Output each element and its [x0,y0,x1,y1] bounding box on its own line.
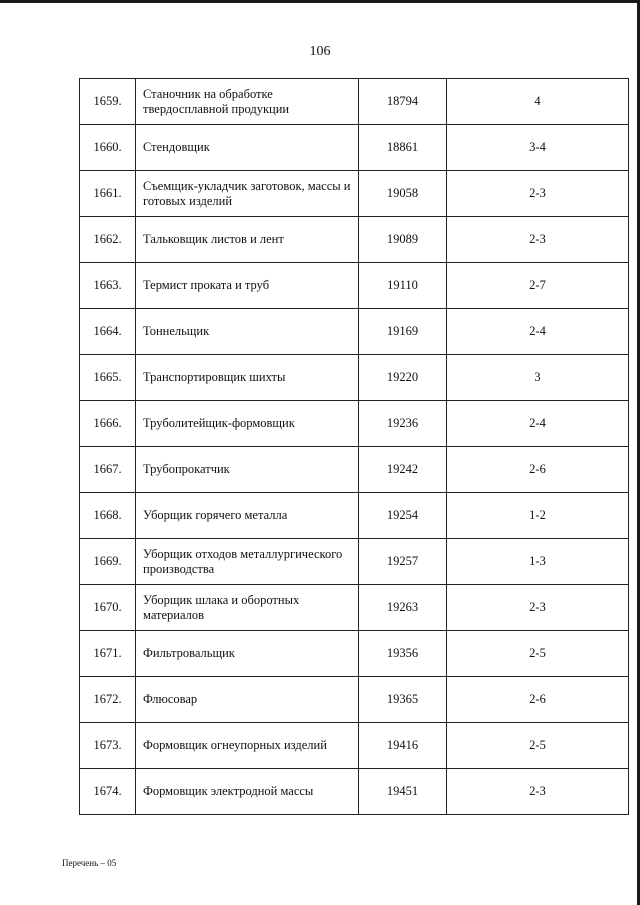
row-profession: Тоннельщик [136,309,359,355]
table-row [80,355,629,401]
row-number: 1665. [80,355,136,401]
row-code: 19254 [359,493,447,539]
row-grade: 2-4 [447,401,629,447]
table-row [80,171,629,217]
table-row [80,447,629,493]
row-grade: 2-3 [447,217,629,263]
footer-note: Перечень – 05 [62,858,117,868]
profession-table [79,78,629,815]
row-number: 1674. [80,769,136,815]
row-grade: 2-4 [447,309,629,355]
page-number: 106 [309,44,331,59]
row-number: 1662. [80,217,136,263]
row-profession: Стендовщик [136,125,359,171]
row-profession: Уборщик горячего металла [136,493,359,539]
row-number: 1668. [80,493,136,539]
row-grade: 2-5 [447,723,629,769]
row-grade: 3-4 [447,125,629,171]
row-number: 1671. [80,631,136,677]
row-profession: Транспортировщик шихты [136,355,359,401]
row-profession: Фильтровальщик [136,631,359,677]
row-profession: Уборщик шлака и оборотных материалов [136,585,359,631]
row-grade: 2-3 [447,769,629,815]
table-row [80,723,629,769]
row-profession: Тальковщик листов и лент [136,217,359,263]
table-row [80,493,629,539]
page-border-top [0,0,640,3]
row-number: 1673. [80,723,136,769]
row-code: 19416 [359,723,447,769]
row-grade: 1-3 [447,539,629,585]
row-grade: 2-3 [447,585,629,631]
row-number: 1669. [80,539,136,585]
row-code: 19263 [359,585,447,631]
row-grade: 1-2 [447,493,629,539]
row-code: 19451 [359,769,447,815]
row-number: 1664. [80,309,136,355]
row-code: 19169 [359,309,447,355]
row-number: 1667. [80,447,136,493]
row-code: 19356 [359,631,447,677]
row-profession: Термист проката и труб [136,263,359,309]
table-row [80,309,629,355]
row-profession: Уборщик отходов металлургического производства [136,539,359,585]
row-grade: 2-5 [447,631,629,677]
row-profession: Труболитейщик-формовщик [136,401,359,447]
row-code: 19365 [359,677,447,723]
row-code: 19110 [359,263,447,309]
row-number: 1661. [80,171,136,217]
row-code: 19257 [359,539,447,585]
row-code: 19058 [359,171,447,217]
row-grade: 3 [447,355,629,401]
row-grade: 2-6 [447,677,629,723]
row-code: 19242 [359,447,447,493]
row-grade: 4 [447,79,629,125]
row-number: 1660. [80,125,136,171]
row-code: 19236 [359,401,447,447]
row-number: 1666. [80,401,136,447]
table-body [80,79,629,815]
row-grade: 2-7 [447,263,629,309]
row-grade: 2-6 [447,447,629,493]
table-row [80,217,629,263]
row-code: 18794 [359,79,447,125]
row-number: 1670. [80,585,136,631]
row-profession: Трубопрокатчик [136,447,359,493]
row-code: 19220 [359,355,447,401]
table-row [80,677,629,723]
table-row [80,631,629,677]
row-code: 19089 [359,217,447,263]
table-row [80,769,629,815]
row-number: 1663. [80,263,136,309]
row-grade: 2-3 [447,171,629,217]
row-profession: Флюсовар [136,677,359,723]
table-row [80,263,629,309]
row-profession: Станочник на обработке твердосплавной продукции [136,79,359,125]
row-profession: Формовщик огнеупорных изделий [136,723,359,769]
table-row [80,401,629,447]
row-number: 1672. [80,677,136,723]
table-row [80,79,629,125]
row-number: 1659. [80,79,136,125]
table-row [80,585,629,631]
row-profession: Формовщик электродной массы [136,769,359,815]
table-row [80,539,629,585]
table-row [80,125,629,171]
row-profession: Съемщик-укладчик заготовок, массы и готовых изделий [136,171,359,217]
row-code: 18861 [359,125,447,171]
